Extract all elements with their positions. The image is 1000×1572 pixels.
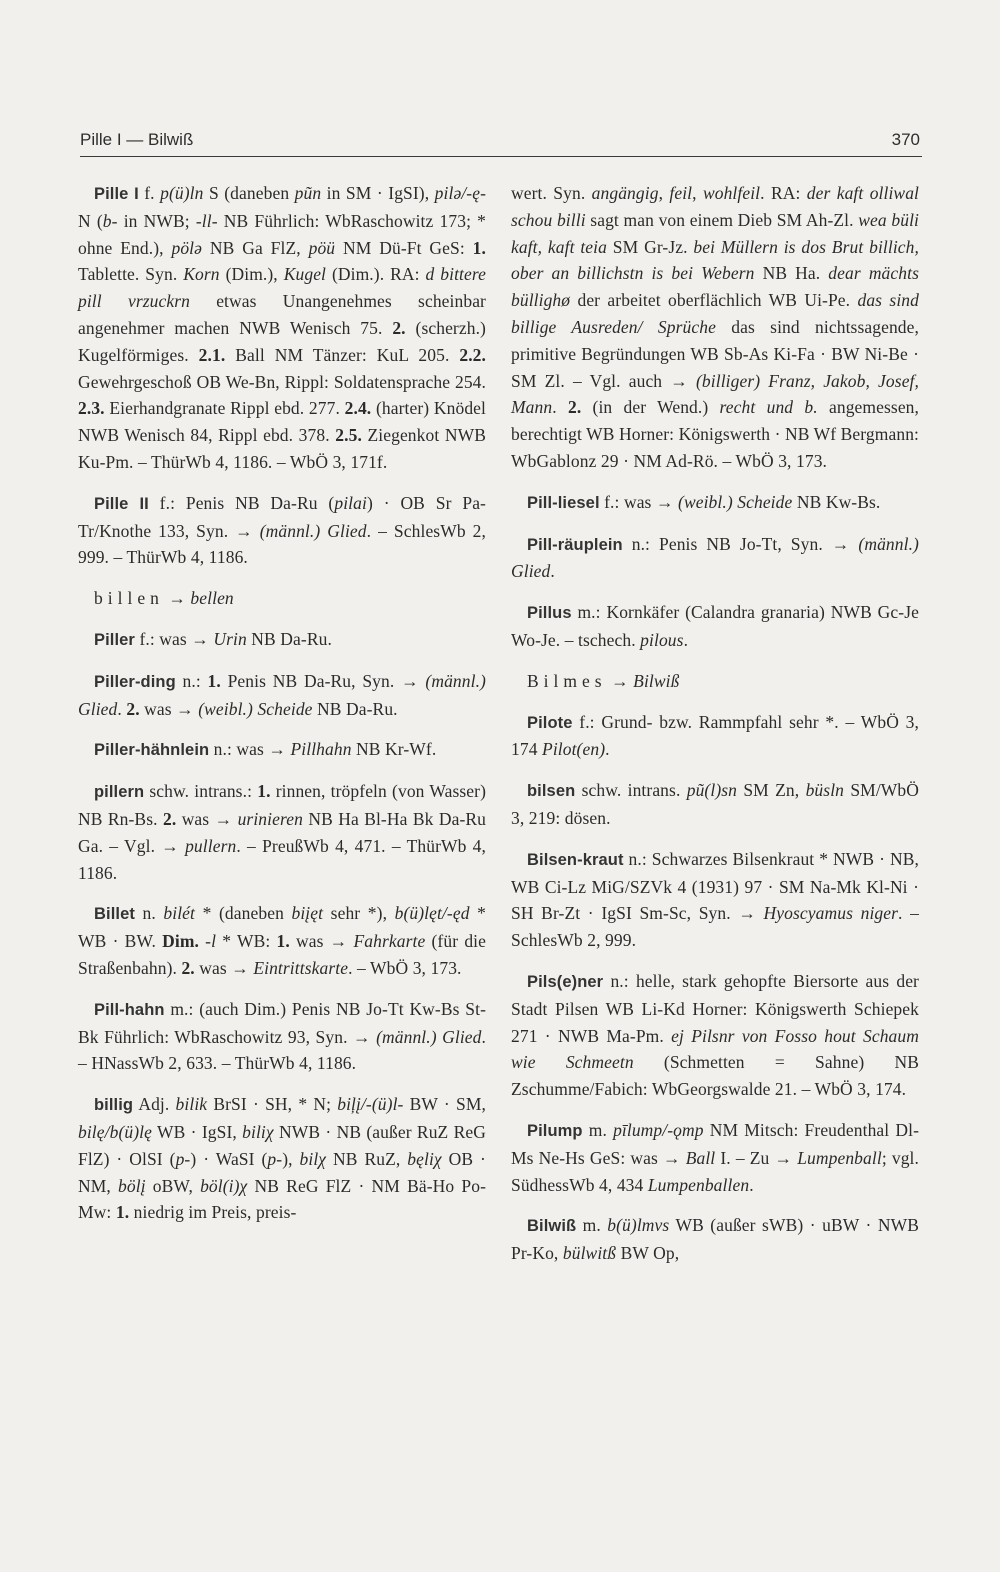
dictionary-entry: Pill-räuplein n.: Penis NB Jo-Tt, Syn. → (männl.) Glied. bbox=[511, 533, 919, 582]
dictionary-entry: Pilote f.: Grund- bzw. Rammpfahl sehr *. – WbÖ 3, 174 Pilot(en). bbox=[511, 711, 919, 760]
dictionary-entry: Pillus m.: Kornkäfer (Calandra granaria) NWB Gc-Je Wo-Je. – tschech. pilous. bbox=[511, 602, 919, 650]
dictionary-entry: Pille II f.: Penis NB Da-Ru (pilai) · OB Sr Pa-Tr/Knothe 133, Syn. → (männl.) Glied. – SchlesWb 2, 999. – ThürWb 4, 1186. bbox=[78, 492, 486, 568]
left-column bbox=[78, 180, 486, 1240]
dictionary-entry: Bilsen-kraut n.: Schwarzes Bilsenkraut * NWB · NB, WB Ci-Lz MiG/SZVk 4 (1931) 97 · SM Na-Mk Kl-Ni · SH Br-Zt · IgSI Sm-Sc, Syn. → Hyoscyamus niger. – SchlesWb 2, 999. bbox=[511, 848, 919, 951]
dictionary-entry: bilsen schw. intrans. pũ(l)sn SM Zn, büsln SM/WbÖ 3, 219: dösen. bbox=[511, 780, 919, 828]
dictionary-entry: wert. Syn. angängig, feil, wohlfeil. RA: der kaft olliwal schou billi sagt man von einem Dieb SM Ah-Zl. wea büli kaft, kaft teia SM Gr-Jz. bei Müllern is dos Brut billich, ober an billichstn is bei Webern NB Ha. dear mächts büllighø der arbeitet oberflächlich WB Ui-Pe. das sind billige Ausreden/ Sprüche das sind nichtssagende, primitive Begründungen WB Sb-As Ki-Fa · BW Ni-Be · SM Zl. – Vgl. auch → (billiger) Franz, Jakob, Josef, Mann. 2. (in der Wend.) recht und b. angemessen, berechtigt WB Horner: Königswerth · NB Wf Bergmann: WbGablonz 29 · NM Ad-Rö. – WbÖ 3, 173. bbox=[511, 183, 920, 471]
dictionary-entry: Pilump m. pīlump/-ǫmp NM Mitsch: Freudenthal Dl-Ms Ne-Hs GeS: was → Ball I. – Zu → Lumpenball; vgl. SüdhessWb 4, 434 Lumpenballen. bbox=[511, 1119, 919, 1195]
dictionary-entry: Bilwiß m. b(ü)lmvs WB (außer sWB) · uBW · NWB Pr-Ko, bülwitß BW Op, bbox=[511, 1215, 919, 1264]
dictionary-entry: pillern schw. intrans.: 1. rinnen, tröpfeln (von Wasser) NB Rn-Bs. 2. was → urinieren NB Ha Bl-Ha Bk Da-Ru Ga. – Vgl. → pullern. – PreußWb 4, 471. – ThürWb 4, 1186. bbox=[78, 781, 487, 883]
running-header bbox=[80, 128, 922, 157]
header-title: Pille I — Bilwiß bbox=[80, 130, 194, 149]
dictionary-entry: billig Adj. bilik BrSI · SH, * N; biļį/-(ü)l- BW · SM, bilę/b(ü)lę WB · IgSI, biliχ NWB · NB (außer RuZ ReG FlZ) · OlSI (p-) · WaSI (p-), bilχ NB RuZ, bęliχ OB · NM, bölį oBW, böl(i)χ NB ReG FlZ · NM Bä-Ho Po-Mw: 1. niedrig im Preis, preis- bbox=[78, 1094, 487, 1223]
dictionary-entry: Billet n. bilét * (daneben biįęt sehr *), b(ü)lęt/-ęd * WB · BW. Dim. -l * WB: 1. was → Fahrkarte (für die Straßenbahn). 2. was → Eintrittskarte. – WbÖ 3, 173. bbox=[78, 903, 486, 978]
dictionary-entry: Pils(e)ner n.: helle, stark gehopfte Biersorte aus der Stadt Pilsen WB Li-Kd Horner: Königswerth Schiepek 271 · NWB Ma-Pm. ej Pilsnr von Fosso hout Schaum wie Schmeetn (Schmetten = Sahne) NB Zschumme/Fabich: WbGeorgswalde 21. – WbÖ 3, 174. bbox=[511, 970, 919, 1100]
dictionary-entry: Bilmes → Bilwiß bbox=[527, 670, 680, 691]
dictionary-entry: Piller f.: was → Urin NB Da-Ru. bbox=[94, 628, 332, 649]
dictionary-entry: billen → bellen bbox=[94, 588, 234, 609]
dictionary-entry: Piller-hähnlein n.: was → Pillhahn NB Kr-Wf. bbox=[94, 739, 437, 760]
page-number: 370 bbox=[891, 130, 920, 149]
dictionary-entry: Pill-hahn m.: (auch Dim.) Penis NB Jo-Tt Kw-Bs St-Bk Führlich: WbRaschowitz 93, Syn. → (männl.) Glied. – HNassWb 2, 633. – ThürWb 4, 1186. bbox=[78, 998, 486, 1074]
dictionary-entry: Piller-ding n.: 1. Penis NB Da-Ru, Syn. → (männl.) Glied. 2. was → (weibl.) Scheide NB Da-Ru. bbox=[78, 670, 486, 719]
right-column bbox=[511, 180, 919, 1281]
dictionary-entry: Pille I f. p(ü)ln S (daneben pũn in SM · IgSI), pilə/-ę- N (b- in NWB; -ll- NB Führlich: WbRaschowitz 173; * ohne End.), pölə NB Ga FlZ, pöü NM Dü-Ft GeS: 1. Tablette. Syn. Korn (Dim.), Kugel (Dim.). RA: d bittere pill vrzuckrn etwas Unangenehmes scheinbar angenehmer machen NWB Wenisch 75. 2. (scherzh.) Kugelförmiges. 2.1. Ball NM Tänzer: KuL 205. 2.2. Gewehrgeschoß OB We-Bn, Rippl: Soldatensprache 254. 2.3. Eierhandgranate Rippl ebd. 277. 2.4. (harter) Knödel NWB Wenisch 84, Rippl ebd. 378. 2.5. Ziegenkot NWB Ku-Pm. – ThürWb 4, 1186. – WbÖ 3, 171f. bbox=[78, 183, 487, 472]
dictionary-entry: Pill-liesel f.: was → (weibl.) Scheide NB Kw-Bs. bbox=[527, 491, 881, 512]
